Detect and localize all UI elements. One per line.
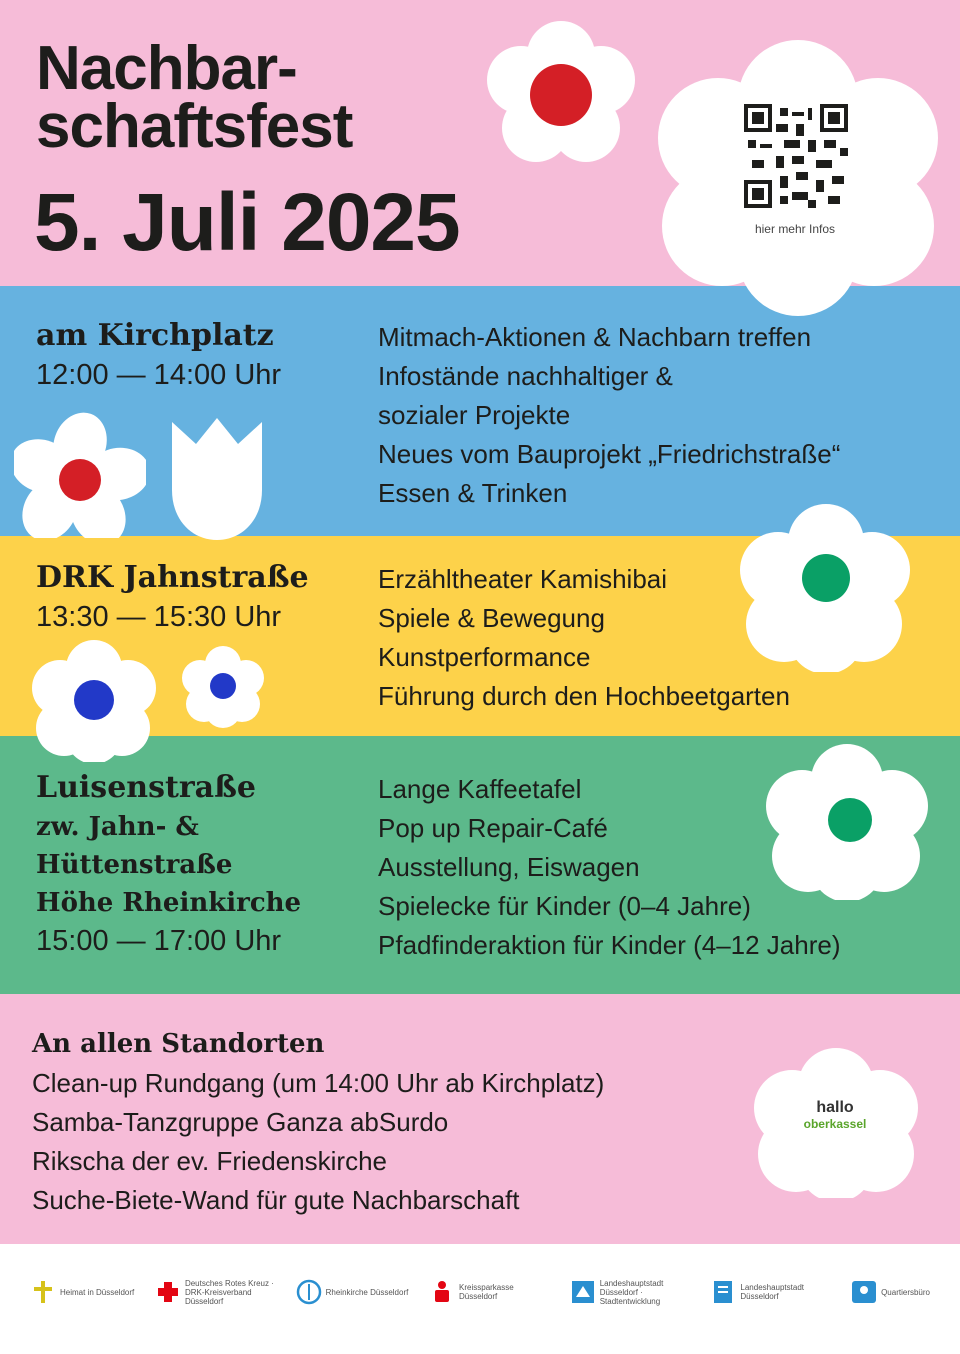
sponsor-logo	[851, 1279, 930, 1305]
church-icon	[296, 1279, 322, 1305]
qr-code-icon[interactable]	[744, 104, 848, 208]
sponsor-name: Landeshauptstadt Düsseldorf	[740, 1283, 804, 1301]
sponsor-name: Deutsches Rotes Kreuz · DRK-Kreisverband Düsseldorf	[184, 1278, 274, 1306]
list-item: Pfadfinderaktion für Kinder (4–12 Jahre)	[378, 930, 841, 960]
list-item: Erzähltheater Kamishibai	[378, 564, 668, 594]
list-item: Essen & Trinken	[378, 478, 568, 508]
sponsor-name: Landeshauptstadt Düsseldorf · Stadtentwicklung	[599, 1278, 664, 1306]
all-locations-list	[32, 1064, 604, 1220]
location-luisenstrasse-detail: Höhe Rheinkirche	[36, 888, 302, 918]
page-title-line2: schaftsfest	[36, 92, 353, 161]
list-item: Pop up Repair-Café	[378, 813, 608, 843]
time-luisenstrasse: 15:00 — 17:00 Uhr	[36, 925, 282, 957]
sponsor-logo	[296, 1279, 409, 1305]
sponsor-logo	[570, 1279, 690, 1306]
sponsor-logo	[710, 1279, 830, 1305]
white-flower-blue-center-small-icon	[182, 646, 264, 728]
list-item: Kunstperformance	[378, 642, 591, 672]
list-item: Rikscha der ev. Friedenskirche	[32, 1146, 387, 1176]
sponsor-name: Quartiersbüro	[881, 1287, 930, 1297]
sponsor-name: Kreissparkasse Düsseldorf	[459, 1283, 514, 1301]
location-luisenstrasse-detail: Hüttenstraße	[36, 850, 233, 880]
list-item: sozialer Projekte	[378, 400, 571, 430]
list-item: Clean-up Rundgang (um 14:00 Uhr ab Kirchplatz)	[32, 1068, 605, 1098]
list-item: Spielecke für Kinder (0–4 Jahre)	[378, 891, 751, 921]
qr-caption: hier mehr Infos	[754, 222, 836, 236]
hallo-badge-line2: oberkassel	[803, 1117, 867, 1131]
cross-mark-icon	[30, 1279, 56, 1305]
sponsor-logo	[30, 1279, 134, 1305]
activities-kirchplatz	[378, 318, 840, 513]
list-item: Samba-Tanzgruppe Ganza abSurdo	[32, 1107, 449, 1137]
page-title-line1: Nachbar-	[36, 34, 297, 103]
white-flower-blue-center-large-icon	[32, 640, 156, 762]
sponsor-name: Rheinkirche Düsseldorf	[325, 1287, 409, 1297]
sponsor-logo	[429, 1279, 549, 1305]
sponsor-logos	[30, 1270, 930, 1314]
white-tulip-icon	[168, 416, 266, 544]
list-item: Ausstellung, Eiswagen	[378, 852, 640, 882]
time-drk: 13:30 — 15:30 Uhr	[36, 601, 282, 633]
location-luisenstrasse: Luisenstraße	[36, 770, 256, 805]
sponsor-name: Heimat in Düsseldorf	[60, 1287, 135, 1297]
time-kirchplatz: 12:00 — 14:00 Uhr	[36, 359, 282, 391]
list-item: Mitmach-Aktionen & Nachbarn treffen	[378, 322, 812, 352]
white-star-flower-icon	[14, 412, 146, 538]
location-drk: DRK Jahnstraße	[36, 560, 309, 595]
all-locations-title: An allen Standorten	[32, 1029, 325, 1059]
page-title	[36, 34, 353, 161]
activities-luisenstrasse	[378, 770, 841, 965]
city-sign-icon	[710, 1279, 736, 1305]
white-flower-red-center-icon	[486, 20, 636, 170]
list-item: Infostände nachhaltiger &	[378, 361, 673, 391]
sparkasse-icon	[429, 1279, 455, 1305]
list-item: Suche-Biete-Wand für gute Nachbarschaft	[32, 1185, 520, 1215]
hallo-badge-line1: hallo	[816, 1099, 854, 1116]
hallo-badge	[780, 1100, 890, 1132]
red-cross-icon	[155, 1279, 181, 1305]
city-logo-icon	[570, 1279, 596, 1305]
list-item: Lange Kaffeetafel	[378, 774, 582, 804]
activities-drk	[378, 560, 790, 716]
sponsor-logo	[155, 1279, 275, 1306]
list-item: Führung durch den Hochbeetgarten	[378, 681, 790, 711]
location-kirchplatz: am Kirchplatz	[36, 318, 274, 353]
office-logo-icon	[851, 1279, 877, 1305]
list-item: Spiele & Bewegung	[378, 603, 605, 633]
event-date: 5. Juli 2025	[34, 177, 460, 268]
list-item: Neues vom Bauprojekt „Friedrichstraße“	[378, 439, 841, 469]
location-luisenstrasse-detail: zw. Jahn- &	[36, 812, 199, 842]
